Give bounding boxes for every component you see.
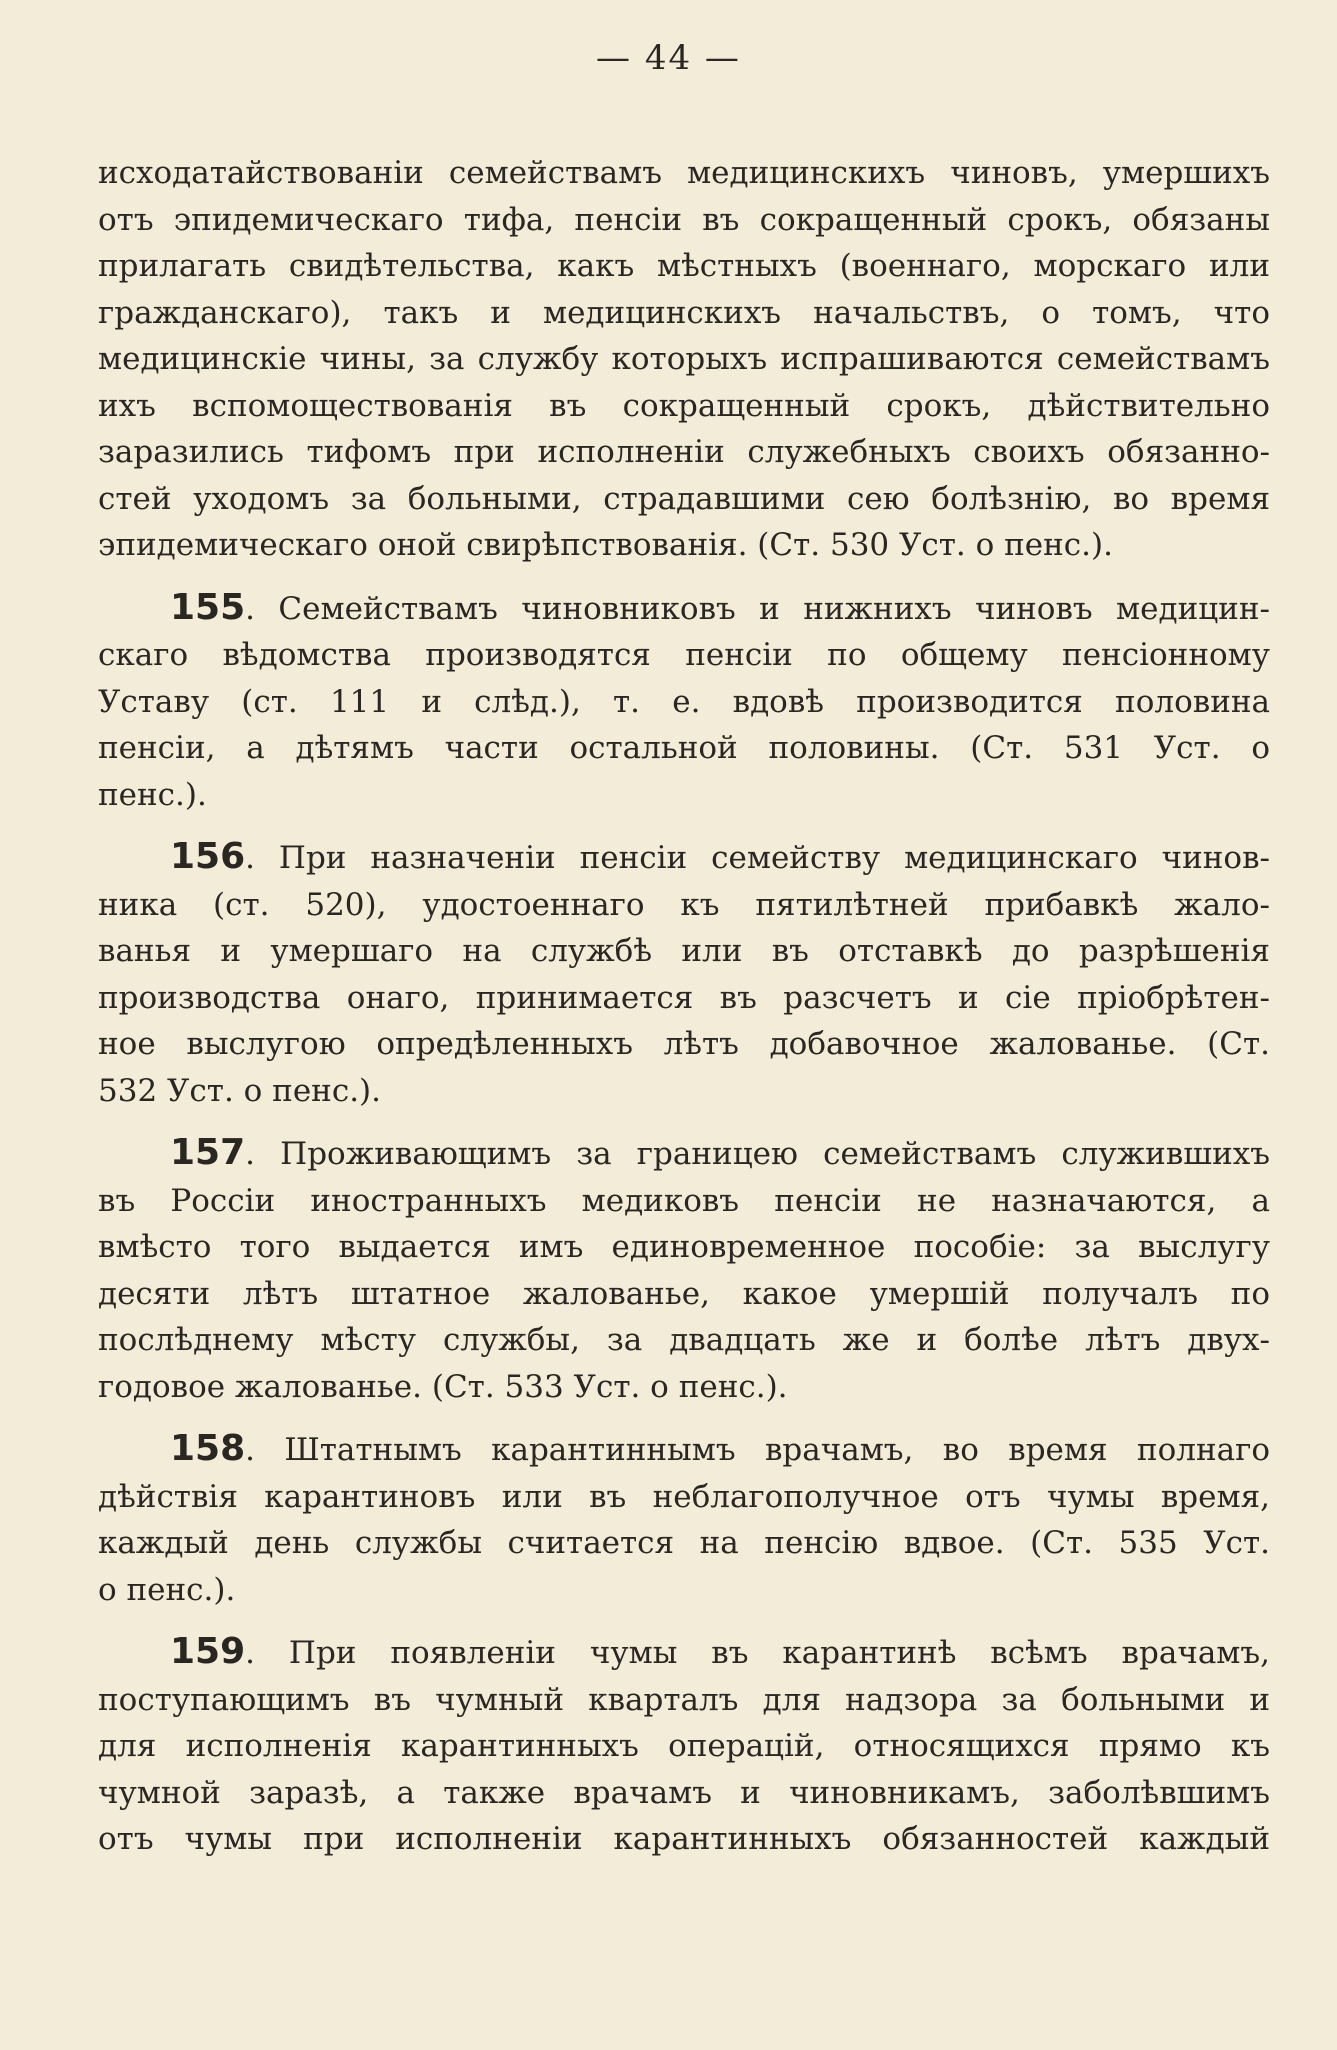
text-line: 532 Уст. о пенс.). xyxy=(98,1072,381,1109)
article-number: 158 xyxy=(170,1428,246,1469)
text-line: заразились тифомъ при исполненіи служебныхъ своихъ обязанно- xyxy=(98,434,1270,470)
text-line: чумной заразѣ, а также врачамъ и чиновникамъ, заболѣвшимъ xyxy=(98,1774,1270,1811)
article-number: 157 xyxy=(170,1132,246,1173)
text-line: эпидемическаго оной свирѣпствованія. (Ст. 530 Уст. о пенс.). xyxy=(98,527,1113,563)
article-158 xyxy=(98,1426,1270,1613)
article-155 xyxy=(98,585,1270,819)
article-number: 159 xyxy=(170,1631,246,1672)
text-line: пенс.). xyxy=(98,776,207,813)
text-line: отъ чумы при исполненіи карантинныхъ обязанностей каждый xyxy=(98,1821,1270,1857)
paragraph-continuation xyxy=(98,150,1270,569)
article-number: 155 xyxy=(170,586,246,628)
text-line: пенсіи, а дѣтямъ части остальной половины. (Ст. 531 Уст. о xyxy=(98,730,1270,766)
article-156 xyxy=(98,834,1270,1114)
text-line-content: . При назначеніи пенсіи семейству медицинскаго чинов- xyxy=(245,840,1270,876)
article-159 xyxy=(98,1629,1270,1863)
text-line xyxy=(98,585,1270,633)
text-line-content: . Проживающимъ за границею семействамъ служившихъ xyxy=(245,1136,1270,1172)
text-line: прилагать свидѣтельства, какъ мѣстныхъ (военнаго, морскаго или xyxy=(98,248,1270,284)
text-line: годовое жалованье. (Ст. 533 Уст. о пенс.). xyxy=(98,1368,788,1405)
text-line-content: . При появленіи чумы въ карантинѣ всѣмъ врачамъ, xyxy=(245,1635,1270,1671)
text-line: исходатайствованіи семействамъ медицинскихъ чиновъ, умершихъ xyxy=(98,155,1270,191)
text-line: гражданскаго), такъ и медицинскихъ начальствъ, о томъ, что xyxy=(98,294,1270,331)
article-number: 156 xyxy=(170,836,246,877)
page-body xyxy=(98,150,1270,1863)
text-line xyxy=(98,1426,1270,1474)
text-line: Уставу (ст. 111 и слѣд.), т. е. вдовѣ производится половина xyxy=(98,683,1270,720)
text-line: для исполненія карантинныхъ операцій, относящихся прямо къ xyxy=(98,1728,1270,1764)
text-line xyxy=(98,1629,1270,1677)
text-line: о пенс.). xyxy=(98,1571,236,1608)
text-line: вмѣсто того выдается имъ единовременное пособіе: за выслугу xyxy=(98,1229,1270,1265)
text-line: ихъ вспомоществованія въ сокращенный срокъ, дѣйствительно xyxy=(98,387,1270,424)
text-line: въ Россіи иностранныхъ медиковъ пенсіи не назначаются, а xyxy=(98,1182,1270,1219)
text-line: медицинскіе чины, за службу которыхъ испрашиваются семействамъ xyxy=(98,341,1270,377)
text-line-content: . Штатнымъ карантиннымъ врачамъ, во время полнаго xyxy=(245,1432,1270,1468)
text-line: производства онаго, принимается въ разсчетъ и сіе пріобрѣтен- xyxy=(98,979,1270,1016)
text-line: ника (ст. 520), удостоеннаго къ пятилѣтней прибавкѣ жало- xyxy=(98,886,1270,923)
page-number: — 44 — xyxy=(596,38,741,78)
text-line: ванья и умершаго на службѣ или въ отставкѣ до разрѣшенія xyxy=(98,933,1270,969)
text-line: стей уходомъ за больными, страдавшими сею болѣзнію, во время xyxy=(98,480,1270,517)
text-line: поступающимъ въ чумный кварталъ для надзора за больными и xyxy=(98,1681,1270,1718)
text-line xyxy=(98,1130,1270,1178)
text-line: дѣйствія карантиновъ или въ неблагополучное отъ чумы время, xyxy=(98,1478,1270,1515)
text-line: скаго вѣдомства производятся пенсіи по общему пенсіонному xyxy=(98,637,1270,673)
text-line: десяти лѣтъ штатное жалованье, какое умершій получалъ по xyxy=(98,1275,1270,1312)
text-line: каждый день службы считается на пенсію вдвое. (Ст. 535 Уст. xyxy=(98,1525,1270,1561)
text-line: ное выслугою опредѣленныхъ лѣтъ добавочное жалованье. (Ст. xyxy=(98,1026,1270,1062)
text-line: послѣднему мѣсту службы, за двадцать же и болѣе лѣтъ двух- xyxy=(98,1322,1270,1358)
article-157 xyxy=(98,1130,1270,1410)
text-line-content: . Семействамъ чиновниковъ и нижнихъ чиновъ медицин- xyxy=(245,590,1270,627)
text-line: отъ эпидемическаго тифа, пенсіи въ сокращенный срокъ, обязаны xyxy=(98,201,1270,238)
text-line xyxy=(98,834,1270,882)
